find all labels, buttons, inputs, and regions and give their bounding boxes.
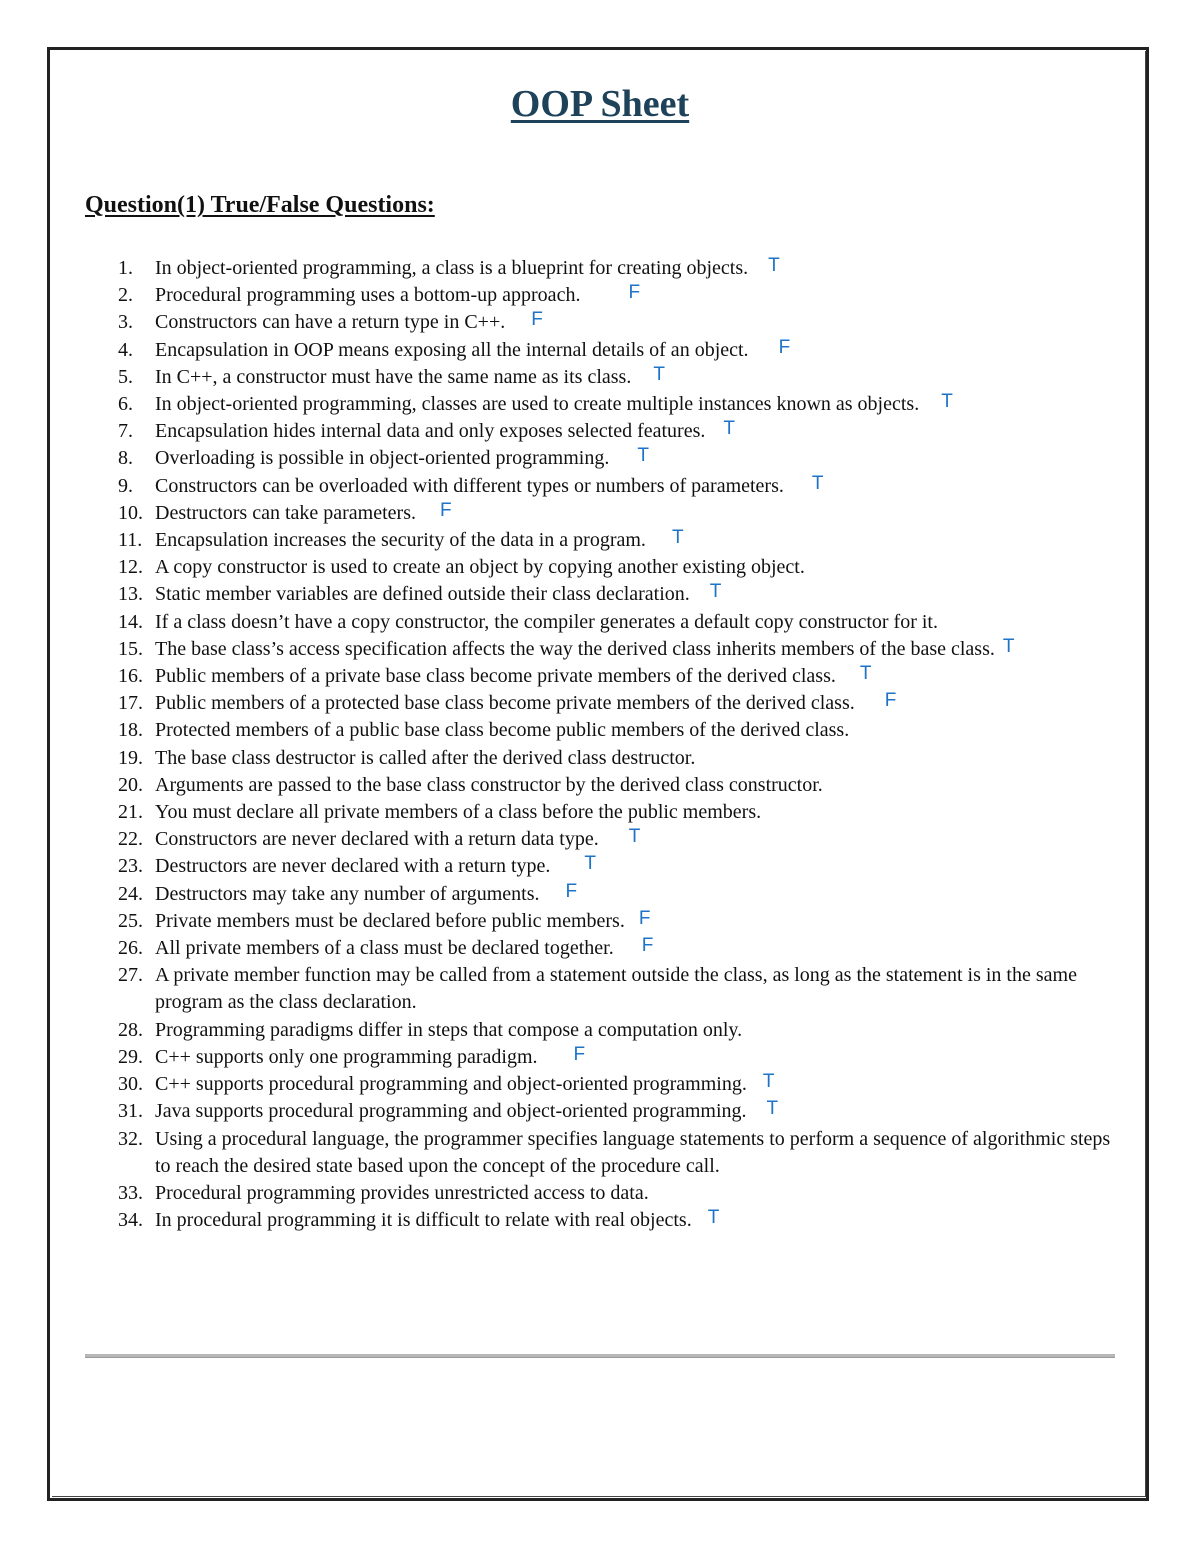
answer-mark: F — [778, 336, 791, 358]
question-text: Procedural programming provides unrestricted access to data. — [155, 1181, 649, 1204]
question-item — [118, 1071, 1118, 1098]
question-item — [118, 1017, 1118, 1044]
question-number: 29. — [118, 1045, 143, 1068]
question-number: 21. — [118, 801, 143, 824]
question-number: 19. — [118, 746, 143, 769]
question-text: Public members of a private base class become private members of the derived class. — [155, 665, 836, 688]
question-item — [118, 581, 1118, 608]
question-text: Public members of a protected base class become private members of the derived class. — [155, 692, 855, 715]
question-text: Destructors can take parameters. — [155, 501, 416, 524]
question-item — [118, 527, 1118, 554]
answer-mark: F — [531, 309, 543, 331]
question-number: 22. — [118, 828, 143, 851]
question-text: A copy constructor is used to create an object by copying another existing object. — [155, 556, 805, 579]
answer-mark: T — [768, 255, 780, 276]
question-text: The base class’s access specification affects the way the derived class inherits members of the base class. — [155, 637, 995, 660]
answer-mark: F — [565, 880, 578, 902]
question-text: Encapsulation increases the security of the data in a program. — [155, 529, 646, 552]
question-number: 14. — [118, 610, 143, 633]
question-number: 1. — [118, 257, 133, 279]
question-text: C++ supports only one programming paradigm. — [155, 1045, 538, 1068]
question-number: 34. — [118, 1209, 143, 1232]
question-item — [118, 1044, 1118, 1071]
question-text: Programming paradigms differ in steps that compose a computation only. — [155, 1018, 743, 1041]
question-item — [118, 962, 1118, 1016]
answer-mark: T — [941, 391, 953, 413]
question-number: 31. — [118, 1100, 143, 1123]
question-number: 32. — [118, 1127, 143, 1150]
question-number: 13. — [118, 583, 143, 606]
answer-mark: T — [671, 527, 684, 549]
question-number: 7. — [118, 420, 133, 443]
answer-mark: F — [884, 690, 897, 712]
question-number: 28. — [118, 1018, 143, 1041]
question-item — [118, 554, 1118, 581]
answer-mark: F — [573, 1043, 586, 1065]
question-list — [118, 255, 1118, 1234]
question-text: Protected members of a public base class become public members of the derived class. — [155, 719, 850, 742]
question-text: If a class doesn’t have a copy constructor, the compiler generates a default copy constructor for it. — [155, 610, 938, 633]
question-item — [118, 799, 1118, 826]
question-text: In object-oriented programming, classes are used to create multiple instances known as objects. — [155, 393, 920, 416]
question-number: 18. — [118, 719, 143, 742]
question-item — [118, 935, 1118, 962]
question-text: In object-oriented programming, a class is a blueprint for creating objects. — [155, 257, 749, 279]
question-number: 16. — [118, 665, 143, 688]
question-item — [118, 391, 1118, 418]
question-number: 4. — [118, 338, 133, 361]
question-item — [118, 337, 1118, 364]
question-number: 6. — [118, 393, 133, 416]
question-number: 9. — [118, 474, 133, 497]
question-item — [118, 609, 1118, 636]
question-item — [118, 636, 1118, 663]
question-text: Constructors are never declared with a return data type. — [155, 828, 599, 851]
answer-mark: F — [628, 282, 641, 304]
question-item — [118, 282, 1118, 309]
answer-mark: T — [653, 363, 665, 385]
question-item — [118, 772, 1118, 799]
question-number: 15. — [118, 637, 143, 660]
question-item — [118, 717, 1118, 744]
question-number: 25. — [118, 909, 143, 932]
question-item — [118, 1126, 1118, 1180]
question-number: 20. — [118, 773, 143, 796]
question-text: Destructors may take any number of arguments. — [155, 882, 540, 905]
question-number: 3. — [118, 311, 133, 334]
answer-mark: F — [440, 499, 452, 521]
question-text: All private members of a class must be declared together. — [155, 937, 614, 960]
question-text: The base class destructor is called after the derived class destructor. — [155, 746, 696, 769]
question-number: 8. — [118, 447, 133, 470]
question-text: Constructors can be overloaded with different types or numbers of parameters. — [155, 474, 784, 497]
question-text: Arguments are passed to the base class constructor by the derived class constructor. — [155, 773, 823, 796]
question-text: Using a procedural language, the programmer specifies language statements to perform a sequence of algorithmic steps to reach the desired state based upon the concept of the procedure call. — [155, 1127, 1111, 1177]
question-item — [118, 1098, 1118, 1125]
question-number: 23. — [118, 855, 143, 878]
question-item — [118, 255, 1118, 282]
question-text: Encapsulation in OOP means exposing all the internal details of an object. — [155, 338, 749, 361]
footer-divider — [85, 1354, 1115, 1358]
answer-mark: T — [637, 445, 649, 467]
question-text: Static member variables are defined outside their class declaration. — [155, 583, 690, 606]
question-item — [118, 745, 1118, 772]
answer-mark: T — [707, 1207, 720, 1229]
question-number: 5. — [118, 365, 133, 388]
answer-mark: T — [723, 418, 735, 440]
question-text: In C++, a constructor must have the same name as its class. — [155, 365, 632, 388]
answer-mark: T — [584, 853, 596, 875]
question-number: 24. — [118, 882, 143, 905]
question-item — [118, 853, 1118, 880]
question-item — [118, 663, 1118, 690]
answer-mark: T — [811, 472, 824, 494]
question-item — [118, 690, 1118, 717]
question-item — [118, 309, 1118, 336]
question-item — [118, 826, 1118, 853]
question-item — [118, 418, 1118, 445]
question-item — [118, 1207, 1118, 1234]
question-text: Constructors can have a return type in C++. — [155, 311, 506, 334]
question-item — [118, 364, 1118, 391]
question-item — [118, 445, 1118, 472]
question-text: Overloading is possible in object-oriented programming. — [155, 447, 610, 470]
answer-mark: T — [859, 663, 872, 685]
question-item — [118, 500, 1118, 527]
question-number: 30. — [118, 1073, 143, 1096]
question-number: 33. — [118, 1181, 143, 1204]
question-text: Java supports procedural programming and object-oriented programming. — [155, 1100, 747, 1123]
answer-mark: T — [709, 581, 722, 603]
question-text: Destructors are never declared with a return type. — [155, 855, 551, 878]
answer-mark: F — [638, 907, 651, 929]
question-text: Encapsulation hides internal data and only exposes selected features. — [155, 420, 706, 443]
question-item — [118, 908, 1118, 935]
question-item — [118, 1180, 1118, 1207]
question-number: 11. — [118, 529, 143, 552]
answer-mark: T — [628, 826, 641, 848]
section-heading: Question(1) True/False Questions: — [85, 192, 435, 218]
question-number: 12. — [118, 556, 143, 579]
question-item — [118, 473, 1118, 500]
question-text: Private members must be declared before public members. — [155, 909, 625, 932]
page-title: OOP Sheet — [510, 83, 690, 125]
question-text: A private member function may be called from a statement outside the class, as long as the statement is in the same program as the class declaration. — [155, 964, 1077, 1014]
question-number: 10. — [118, 501, 143, 524]
question-number: 17. — [118, 692, 143, 715]
question-text: You must declare all private members of a class before the public members. — [155, 801, 762, 824]
answer-mark: T — [766, 1098, 779, 1120]
answer-mark: T — [1002, 635, 1015, 657]
question-number: 2. — [118, 284, 133, 307]
question-text: Procedural programming uses a bottom-up approach. — [155, 284, 581, 307]
question-item — [118, 881, 1118, 908]
answer-mark: T — [762, 1071, 775, 1093]
question-number: 27. — [118, 964, 143, 987]
question-text: In procedural programming it is difficult to relate with real objects. — [155, 1209, 692, 1232]
question-number: 26. — [118, 937, 143, 960]
question-text: C++ supports procedural programming and object-oriented programming. — [155, 1073, 747, 1096]
answer-mark: F — [641, 935, 654, 957]
